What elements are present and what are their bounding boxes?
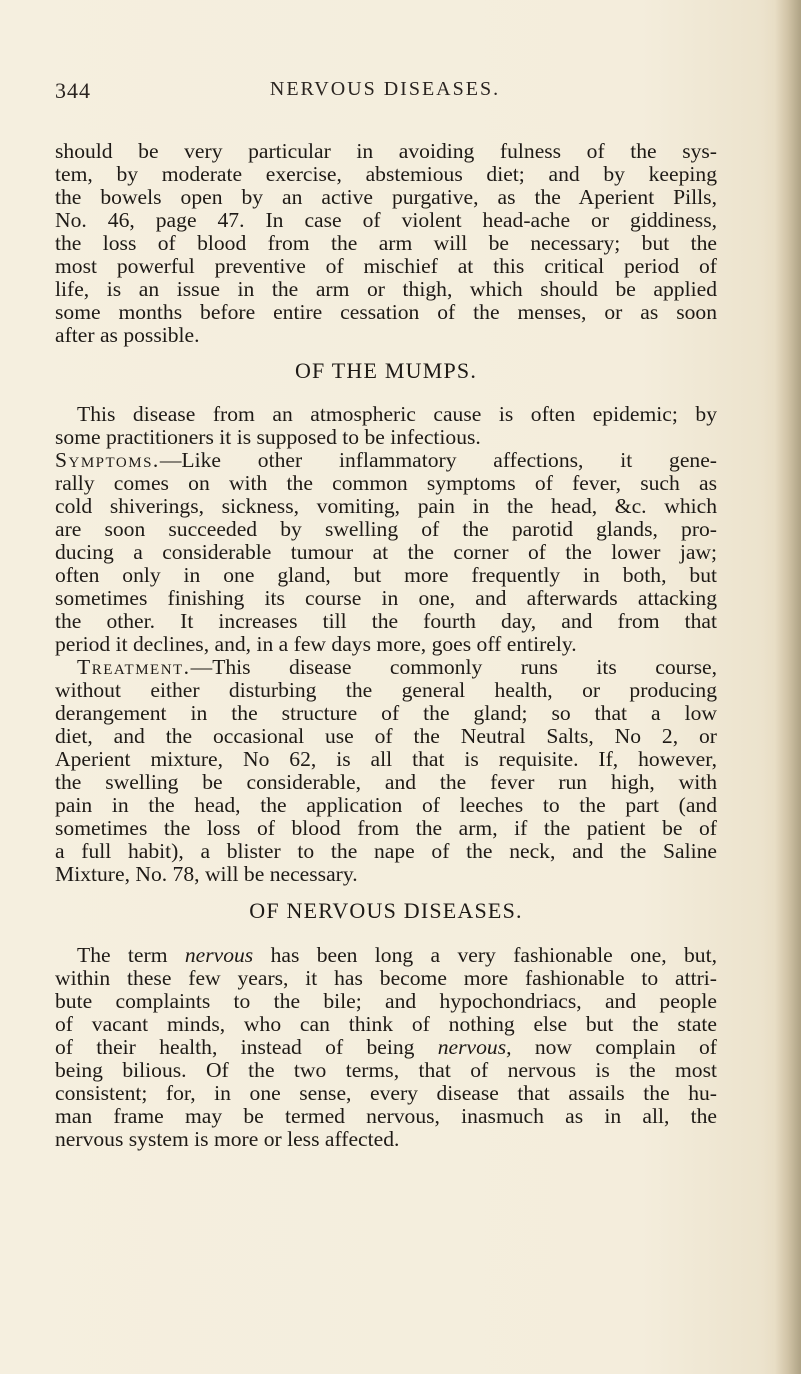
- text-run: The term: [77, 944, 185, 967]
- text-line: a full habit), a blister to the nape of the neck, and the Saline: [55, 840, 717, 863]
- italic-term-nervous: nervous,: [437, 1036, 512, 1059]
- text-line: of vacant minds, who can think of nothing else but the state: [55, 1013, 717, 1036]
- paragraph-nervous: [55, 944, 717, 1151]
- text-line: [55, 449, 717, 472]
- text-line: often only in one gland, but more frequently in both, but: [55, 564, 717, 587]
- text-line: bute complaints to the bile; and hypochondriacs, and people: [55, 990, 717, 1013]
- text-line: without either disturbing the general health, or producing: [55, 679, 717, 702]
- text-line: some practitioners it is supposed to be infectious.: [55, 426, 481, 449]
- paragraph-treatment: [55, 656, 717, 886]
- text-line: sometimes the loss of blood from the arm, if the patient be of: [55, 817, 717, 840]
- text-run: now complain of: [511, 1036, 717, 1059]
- text-line: most powerful preventive of mischief at this critical period of: [55, 255, 717, 278]
- text-line: within these few years, it has become more fashionable to attri-: [55, 967, 717, 990]
- text-line: diet, and the occasional use of the Neutral Salts, No 2, or: [55, 725, 717, 748]
- text-line: pain in the head, the application of leeches to the part (and: [55, 794, 717, 817]
- section-heading-nervous: OF NERVOUS DISEASES.: [249, 898, 523, 923]
- text-line: This disease from an atmospheric cause is often epidemic; by: [77, 403, 717, 426]
- text-line: the bowels open by an active purgative, as the Aperient Pills,: [55, 186, 717, 209]
- text-line: Mixture, No. 78, will be necessary.: [55, 863, 358, 886]
- text-line: period it declines, and, in a few days more, goes off entirely.: [55, 633, 577, 656]
- page-edge-shadow: [775, 0, 801, 1374]
- text-line: rally comes on with the common symptoms of fever, such as: [55, 472, 717, 495]
- running-head: NERVOUS DISEASES.: [269, 78, 501, 100]
- text-run: has been long a very fashionable one, but,: [253, 944, 717, 967]
- paragraph-menses: [55, 140, 717, 347]
- treatment-first-line: —This disease commonly runs its course,: [190, 656, 717, 679]
- section-heading-mumps: OF THE MUMPS.: [294, 358, 478, 383]
- text-line: after as possible.: [55, 324, 200, 347]
- italic-term-nervous: nervous: [184, 944, 254, 967]
- text-line: [55, 1036, 717, 1059]
- text-line: [55, 944, 717, 967]
- text-line: being bilious. Of the two terms, that of nervous is the most: [55, 1059, 717, 1082]
- text-line: nervous system is more or less affected.: [55, 1128, 400, 1151]
- page-number: 344: [55, 78, 91, 103]
- text-run: of their health, instead of being: [55, 1036, 438, 1059]
- paragraph-mumps-intro: [55, 403, 717, 449]
- text-line: should be very particular in avoiding fulness of the sys-: [55, 140, 717, 163]
- text-line: the other. It increases till the fourth day, and from that: [55, 610, 717, 633]
- text-line: the swelling be considerable, and the fever run high, with: [55, 771, 717, 794]
- text-line: sometimes finishing its course in one, and afterwards attacking: [55, 587, 717, 610]
- text-line: are soon succeeded by swelling of the parotid glands, pro-: [55, 518, 717, 541]
- text-line: ducing a considerable tumour at the corner of the lower jaw;: [55, 541, 717, 564]
- text-line: man frame may be termed nervous, inasmuch as in all, the: [55, 1105, 717, 1128]
- text-line: life, is an issue in the arm or thigh, which should be applied: [55, 278, 717, 301]
- text-line: cold shiverings, sickness, vomiting, pain in the head, &c. which: [55, 495, 717, 518]
- symptoms-label: Symptoms.: [55, 449, 160, 472]
- text-line: consistent; for, in one sense, every disease that assails the hu-: [55, 1082, 717, 1105]
- text-line: Aperient mixture, No 62, is all that is requisite. If, however,: [55, 748, 717, 771]
- paragraph-symptoms: [55, 449, 717, 656]
- text-line: the loss of blood from the arm will be necessary; but the: [55, 232, 717, 255]
- text-line: derangement in the structure of the gland; so that a low: [55, 702, 717, 725]
- page-header: [55, 78, 715, 108]
- symptoms-first-line: —Like other inflammatory affections, it gene-: [159, 449, 717, 472]
- text-line: No. 46, page 47. In case of violent head-ache or giddiness,: [55, 209, 717, 232]
- text-line: [55, 656, 717, 679]
- treatment-label: Treatment.: [77, 656, 191, 679]
- text-line: some months before entire cessation of the menses, or as soon: [55, 301, 717, 324]
- text-line: tem, by moderate exercise, abstemious diet; and by keeping: [55, 163, 717, 186]
